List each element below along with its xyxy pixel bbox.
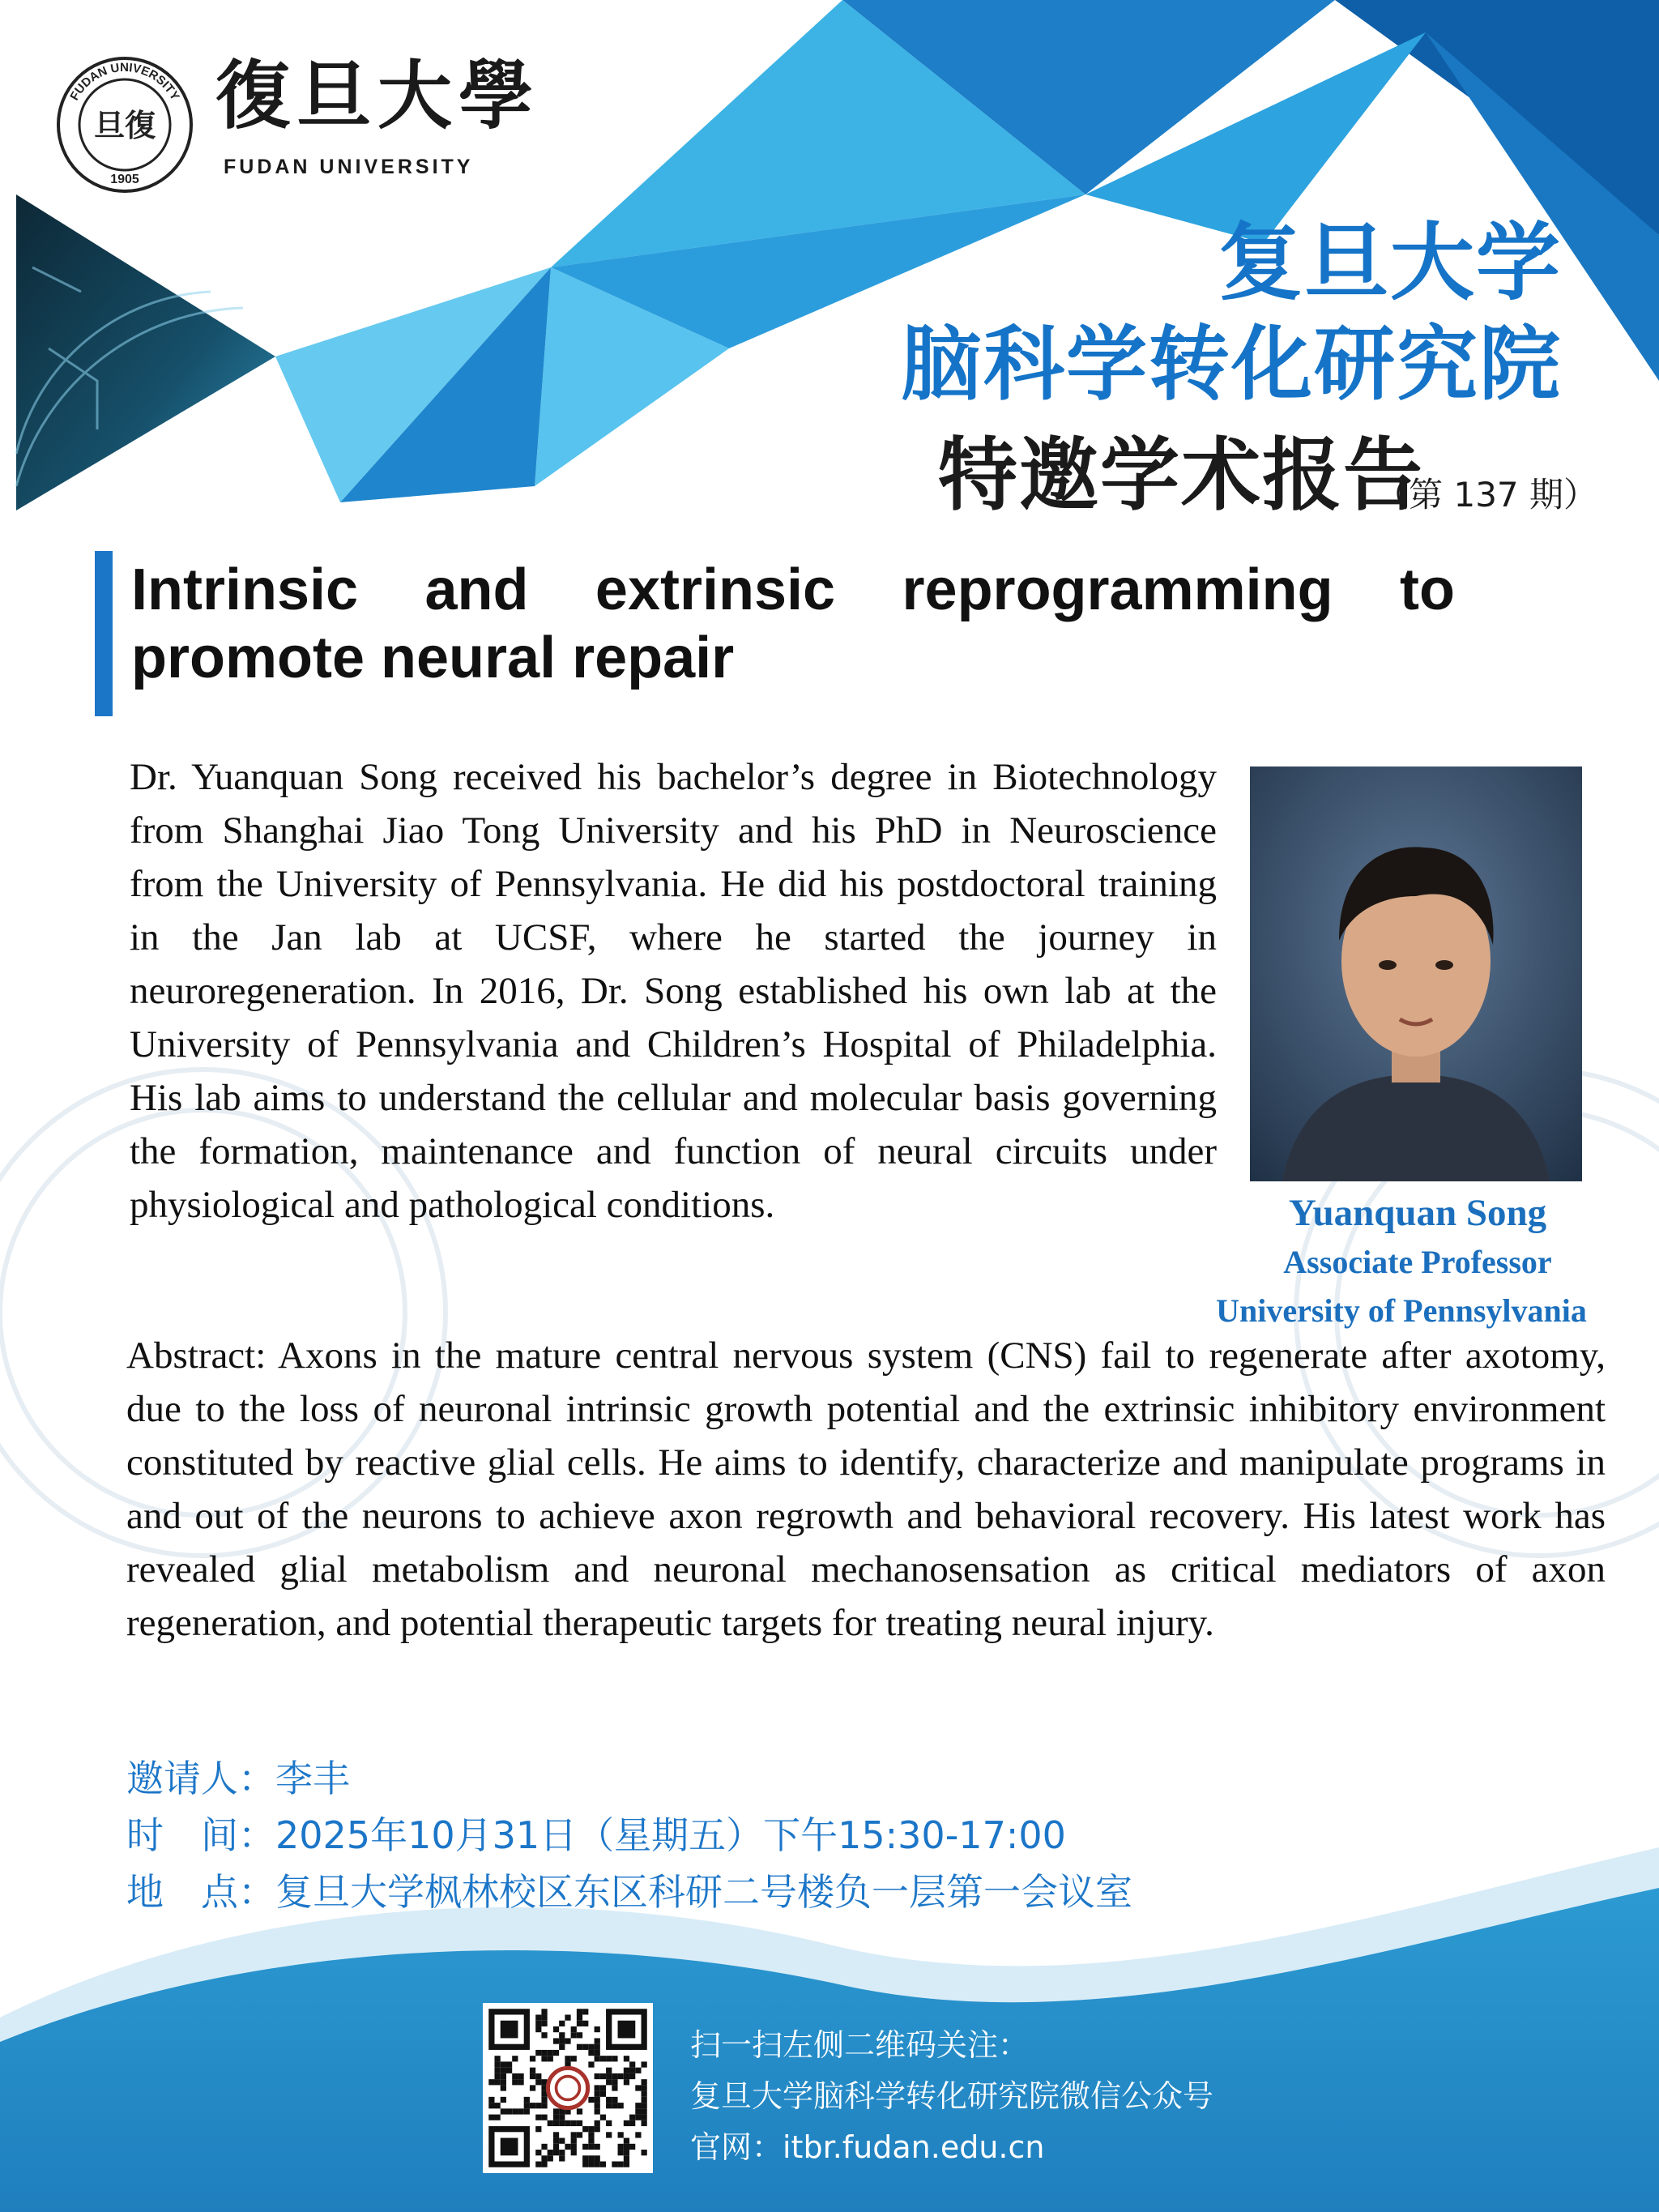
- footer-wechat-account: 复旦大学脑科学转化研究院微信公众号: [690, 2078, 1214, 2114]
- speaker-bio: Dr. Yuanquan Song received his bachelor’s degree in Biotechnology from Shanghai Jiao Tong University and his PhD in Neuroscience from the University of Pennsylvania. He did his postdoctoral training in the Jan lab at UCSF, where he started the journey in neuroregeneration. In 2016, Dr. Song established his own lab at the University of Pennsylvania and Children’s Hospital of Philadelphia. His lab aims to understand the cellular and molecular basis governing the formation, maintenance and function of neural circuits under physiological and pathological conditions.: [130, 756, 1217, 1226]
- header-line-3: 特邀学术报告: [937, 429, 1424, 522]
- seal-year: 1905: [110, 173, 139, 186]
- title-accent-bar: [95, 551, 113, 716]
- footer-website[interactable]: 官网：itbr.fudan.edu.cn: [690, 2129, 1045, 2165]
- seal-text-top: FUDAN UNIVERSITY: [67, 60, 182, 103]
- footer-scan-hint: 扫一扫左侧二维码关注：: [690, 2027, 1030, 2063]
- host-value: 李丰: [275, 1757, 350, 1800]
- host-label: 邀请人：: [126, 1757, 275, 1800]
- time-row: [126, 1813, 1066, 1857]
- host-row: [126, 1757, 350, 1800]
- place-value: 复旦大学枫林校区东区科研二号楼负一层第一会议室: [275, 1870, 1132, 1914]
- abstract-text: Abstract: Axons in the mature central nervous system (CNS) fail to regenerate after axotomy, due to the loss of neuronal intrinsic growth potential and the extrinsic inhibitory environment constituted by reactive glial cells. He aims to identify, characterize and manipulate programs in and out of the neurons to achieve axon regrowth and behavioral recovery. His latest work has revealed glial metabolism and neuronal mechanosensation as critical mediators of axon regeneration, and potential therapeutic targets for treating neural injury.: [126, 1334, 1606, 1644]
- talk-title: Intrinsic and extrinsic reprogramming to promote neural repair: [131, 557, 1455, 690]
- seal-center-text: 旦復: [93, 107, 156, 143]
- place-label: 地 点：: [126, 1870, 275, 1914]
- time-value: 2025年10月31日（星期五）下午15:30-17:00: [275, 1813, 1066, 1857]
- header-line-2: 脑科学转化研究院: [901, 317, 1562, 412]
- place-row: [126, 1870, 1132, 1914]
- svg-text:FUDAN UNIVERSITY: [67, 61, 181, 103]
- speaker-affiliation: University of Pennsylvania: [1216, 1292, 1587, 1329]
- issue-number: （第 137 期）: [1375, 475, 1597, 515]
- speaker-name: Yuanquan Song: [1288, 1192, 1547, 1234]
- logo-chinese-name: 復旦大學: [215, 52, 540, 139]
- time-label: 时 间：: [126, 1813, 275, 1857]
- qr-code[interactable]: [483, 2003, 653, 2173]
- speaker-photo: [1250, 767, 1582, 1181]
- speaker-position: Associate Professor: [1283, 1244, 1552, 1280]
- fudan-seal-logo: [55, 55, 194, 194]
- logo-english-name: FUDAN UNIVERSITY: [224, 156, 474, 178]
- header-line-1: 复旦大学: [1218, 213, 1562, 312]
